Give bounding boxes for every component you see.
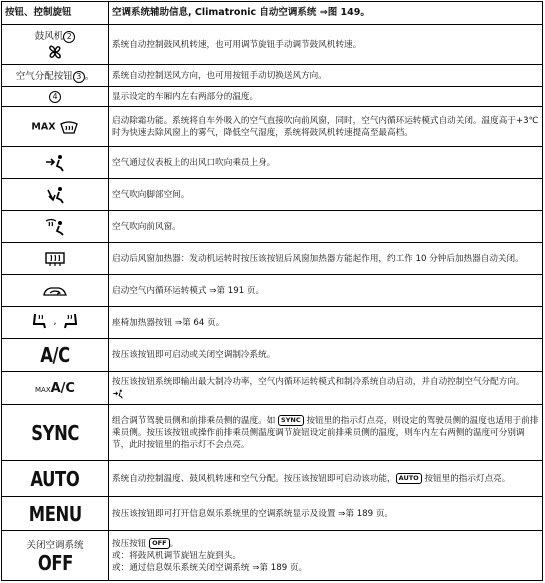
- desc-cell: [109, 531, 543, 581]
- callout-number: 4: [49, 91, 61, 103]
- table-row: [2, 275, 543, 307]
- desc-text: 按压该按钮系统即输出最大制冷功率，空气内循环运转模式和制冷系统自动启动，并自动控制空气分配方向。: [112, 377, 525, 387]
- table-row: [2, 307, 543, 339]
- desc-text: 系统自动控制温度、鼓风机转速和空气分配。按压该按钮即可启动该功能，: [112, 473, 396, 484]
- desc-cell: 启动后风窗加热器：发动机运转时按压该按钮后风窗加热器方能起作用，约工作 10 分钟后加热器自动关闭。: [109, 243, 543, 275]
- recirculation-icon: [42, 284, 68, 298]
- desc-text: 按钮里的指示灯点亮，则设定的驾驶员侧的温度也适用于前排乘员侧。按压该按钮或操作前排乘员侧温度调节旋钮设定前排乘员侧的温度，则车内左右两侧的温度可分别调节，此时按钮里的指示灯不会点亮。: [112, 415, 539, 450]
- airflow-upper-body-icon: [112, 389, 124, 399]
- airflow-footwell-icon: [44, 186, 66, 204]
- desc-text: 按钮里的指示灯点亮。: [424, 473, 511, 484]
- key-suffix: 。: [84, 71, 95, 83]
- table-row: [2, 65, 543, 87]
- key-cell: [2, 243, 109, 275]
- airflow-windshield-icon: [44, 218, 66, 236]
- header-description: 空调系统辅助信息, Climatronic 自动空调系统 ⇒图 149。: [109, 2, 543, 25]
- key-cell: [2, 372, 109, 405]
- seat-heater-left-icon: [29, 312, 49, 330]
- desc-cell: [109, 372, 543, 405]
- desc-cell: 系统自动控制鼓风机转速，也可用调节旋钮手动调节鼓风机转速。: [109, 25, 543, 65]
- desc-cell: 按压该按钮即可打开信息娱乐系统里的空调系统显示及设置 ⇒第 189 页。: [109, 497, 543, 531]
- key-cell: [2, 307, 109, 339]
- auto-badge: AUTO: [396, 473, 422, 484]
- key-cell: [2, 107, 109, 147]
- seat-heater-right-icon: [61, 312, 81, 330]
- table-row: [2, 147, 543, 179]
- table-row: [2, 461, 543, 497]
- table-row: [2, 531, 543, 581]
- separator-text: ,: [53, 315, 57, 327]
- max-ac-label: A/C: [50, 380, 75, 396]
- key-cell: [2, 179, 109, 211]
- ac-label: A/C: [40, 343, 70, 367]
- table-row: [2, 211, 543, 243]
- desc-cell: 启动除霜功能。系统将自车外吸入的空气直接吹向前风窗，同时，空气内循环运转模式自动关闭。温度高于+3℃时为快速去除风窗上的雾气，降低空气湿度，系统将鼓风机转速提高至最高档。: [109, 107, 543, 147]
- climate-controls-table: [1, 1, 543, 581]
- desc-cell: 空气吹向前风窗。: [109, 211, 543, 243]
- desc-cell: 空气吹向脚部空间。: [109, 179, 543, 211]
- desc-cell: [109, 405, 543, 461]
- desc-text: 。: [169, 538, 179, 549]
- callout-number: 2: [63, 31, 75, 43]
- header-controls: 按钮、控制旋钮: [2, 2, 109, 25]
- table-row: [2, 107, 543, 147]
- table-row: [2, 179, 543, 211]
- table-row: [2, 339, 543, 372]
- desc-cell: 空气通过仪表板上的出风口吹向乘员上身。: [109, 147, 543, 179]
- table-header-row: [2, 2, 543, 25]
- key-cell: [2, 211, 109, 243]
- desc-text: 或：将鼓风机调节旋钮左旋到头。: [112, 550, 241, 561]
- desc-cell: 启动空气内循环运转模式 ⇒第 191 页。: [109, 275, 543, 307]
- desc-cell: [109, 461, 543, 497]
- seat-heater-icons: [29, 312, 80, 330]
- desc-cell: 系统自动控制送风方向，也可用按钮手动切换送风方向。: [109, 65, 543, 87]
- key-cell: [2, 275, 109, 307]
- max-label: MAX: [31, 121, 56, 132]
- rear-window-heater-icon: [44, 251, 66, 267]
- max-defrost-icon: [59, 120, 79, 134]
- airflow-upper-body-icon: [44, 154, 66, 172]
- desc-text: 或：通过信息娱乐系统关闭空调系统 ⇒第 189 页。: [112, 562, 308, 573]
- max-ac-prefix: MAX: [35, 385, 51, 394]
- desc-cell: 显示设定的车厢内左右两部分的温度。: [109, 87, 543, 107]
- table-row: [2, 405, 543, 461]
- desc-text: 组合调节驾驶员侧和前排乘员侧的温度。如: [112, 415, 276, 426]
- table-row: [2, 25, 543, 65]
- key-text: 鼓风机: [34, 31, 64, 43]
- desc-cell: 按压该按钮即可启动或关闭空调制冷系统。: [109, 339, 543, 372]
- key-cell: [2, 65, 109, 87]
- desc-text: 按压按钮: [112, 538, 147, 549]
- auto-label: AUTO: [30, 466, 80, 491]
- table-row: [2, 372, 543, 405]
- menu-label: MENU: [28, 501, 82, 526]
- fan-icon: [46, 43, 64, 61]
- callout-number: 3: [73, 71, 85, 83]
- desc-cell: 座椅加热器按钮 ⇒第 64 页。: [109, 307, 543, 339]
- key-cell: [2, 25, 109, 65]
- off-label: OFF: [37, 550, 73, 575]
- key-text: 关闭空调系统: [26, 539, 84, 551]
- key-text: 空气分配按钮: [15, 71, 73, 83]
- table-row: [2, 497, 543, 531]
- key-cell: [2, 405, 109, 461]
- key-cell: [2, 339, 109, 372]
- table-row: [2, 87, 543, 107]
- sync-badge: SYNC: [278, 415, 304, 426]
- key-cell: [2, 87, 109, 107]
- sync-label: SYNC: [31, 420, 79, 445]
- key-cell: [2, 497, 109, 531]
- off-badge: OFF: [149, 538, 169, 549]
- table-row: [2, 243, 543, 275]
- key-cell: [2, 461, 109, 497]
- key-cell: [2, 531, 109, 581]
- key-cell: [2, 147, 109, 179]
